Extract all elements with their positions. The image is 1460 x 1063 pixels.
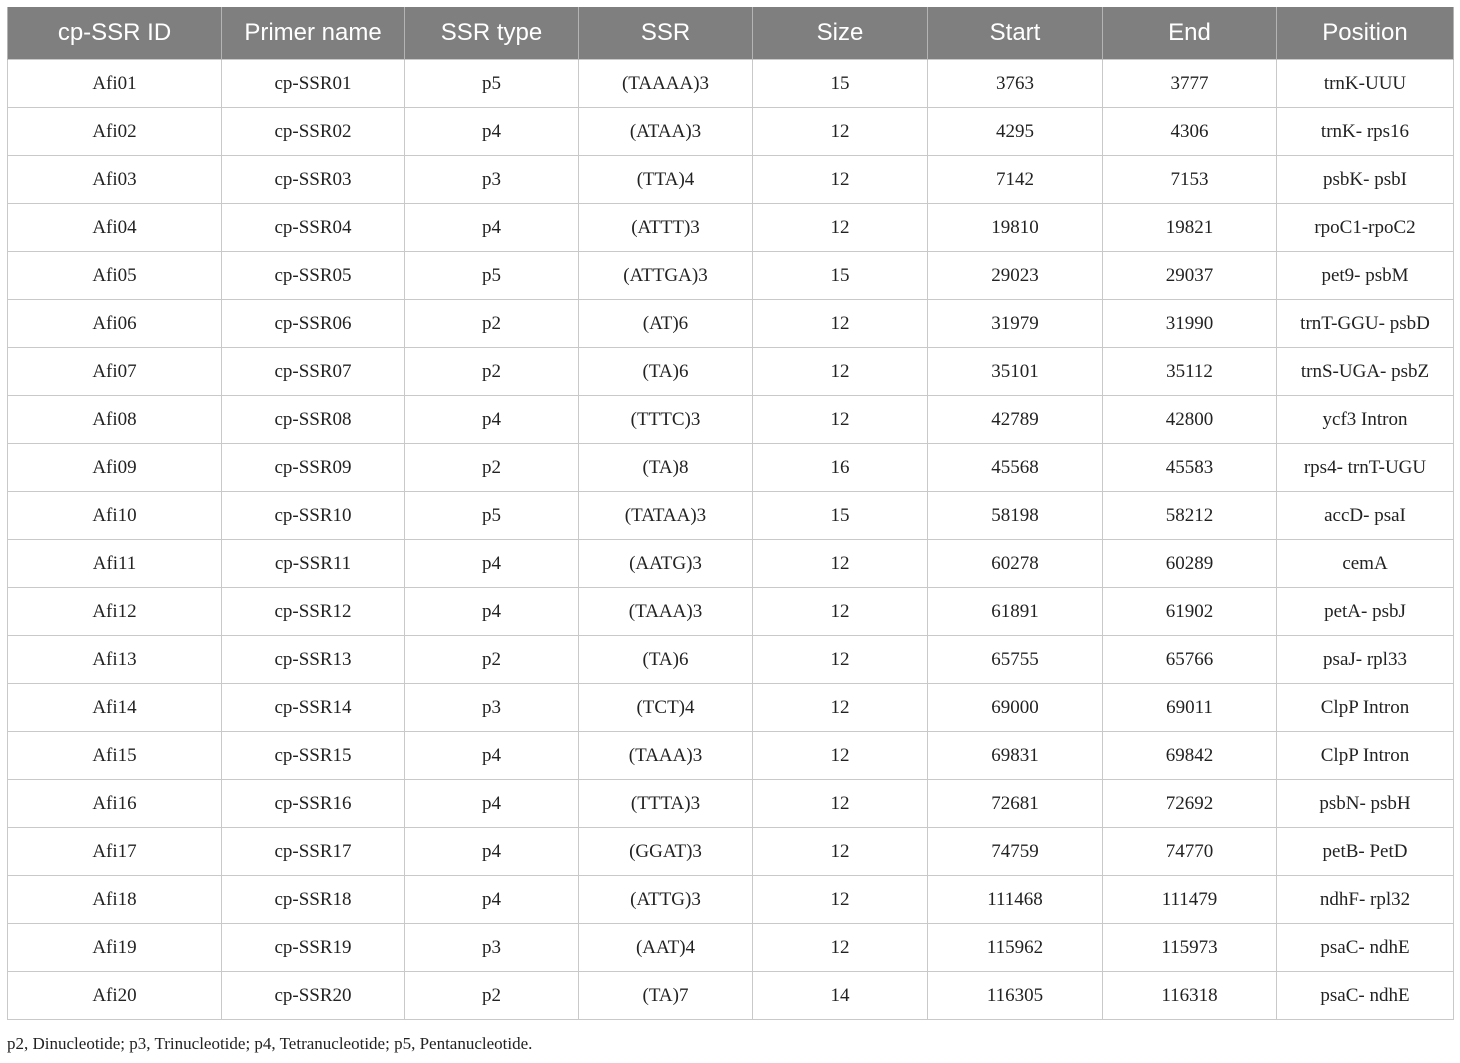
- header-primer-name: Primer name: [222, 7, 405, 60]
- start-cell: 42789: [928, 396, 1103, 444]
- ssr-cell: (AATG)3: [579, 540, 753, 588]
- position-cell: ClpP Intron: [1277, 732, 1454, 780]
- end-cell: 61902: [1103, 588, 1277, 636]
- size-cell: 14: [753, 972, 928, 1020]
- position-cell: psaC- ndhE: [1277, 972, 1454, 1020]
- end-cell: 42800: [1103, 396, 1277, 444]
- size-cell: 12: [753, 156, 928, 204]
- position-cell: accD- psaI: [1277, 492, 1454, 540]
- ssr-cell: (TATAA)3: [579, 492, 753, 540]
- cp-ssr-id-cell: Afi09: [8, 444, 222, 492]
- position-cell: trnT-GGU- psbD: [1277, 300, 1454, 348]
- start-cell: 116305: [928, 972, 1103, 1020]
- ssr-cell: (TA)8: [579, 444, 753, 492]
- end-cell: 58212: [1103, 492, 1277, 540]
- ssr-cell: (TTTC)3: [579, 396, 753, 444]
- start-cell: 72681: [928, 780, 1103, 828]
- end-cell: 111479: [1103, 876, 1277, 924]
- end-cell: 115973: [1103, 924, 1277, 972]
- ssr-cell: (ATAA)3: [579, 108, 753, 156]
- primer-name-cell: cp-SSR04: [222, 204, 405, 252]
- start-cell: 115962: [928, 924, 1103, 972]
- position-cell: trnK- rps16: [1277, 108, 1454, 156]
- position-cell: ClpP Intron: [1277, 684, 1454, 732]
- position-cell: trnK-UUU: [1277, 60, 1454, 108]
- header-size: Size: [753, 7, 928, 60]
- end-cell: 29037: [1103, 252, 1277, 300]
- position-cell: psbN- psbH: [1277, 780, 1454, 828]
- header-row: [8, 7, 1454, 60]
- start-cell: 58198: [928, 492, 1103, 540]
- header-ssr: SSR: [579, 7, 753, 60]
- size-cell: 12: [753, 204, 928, 252]
- ssr-type-cell: p3: [405, 684, 579, 732]
- header-end: End: [1103, 7, 1277, 60]
- ssr-cell: (TTTA)3: [579, 780, 753, 828]
- table-row: [8, 684, 1454, 732]
- ssr-type-cell: p5: [405, 252, 579, 300]
- table-row: [8, 108, 1454, 156]
- cp-ssr-id-cell: Afi11: [8, 540, 222, 588]
- header-cp-ssr-id: cp-SSR ID: [8, 7, 222, 60]
- primer-name-cell: cp-SSR18: [222, 876, 405, 924]
- primer-name-cell: cp-SSR14: [222, 684, 405, 732]
- ssr-type-cell: p4: [405, 204, 579, 252]
- ssr-cell: (TA)7: [579, 972, 753, 1020]
- ssr-cell: (TA)6: [579, 636, 753, 684]
- ssr-cell: (ATTT)3: [579, 204, 753, 252]
- ssr-cell: (GGAT)3: [579, 828, 753, 876]
- end-cell: 60289: [1103, 540, 1277, 588]
- ssr-cell: (AT)6: [579, 300, 753, 348]
- end-cell: 7153: [1103, 156, 1277, 204]
- primer-name-cell: cp-SSR07: [222, 348, 405, 396]
- header-start: Start: [928, 7, 1103, 60]
- position-cell: rps4- trnT-UGU: [1277, 444, 1454, 492]
- start-cell: 35101: [928, 348, 1103, 396]
- table-row: [8, 924, 1454, 972]
- end-cell: 116318: [1103, 972, 1277, 1020]
- start-cell: 3763: [928, 60, 1103, 108]
- table-row: [8, 972, 1454, 1020]
- end-cell: 3777: [1103, 60, 1277, 108]
- table-row: [8, 732, 1454, 780]
- end-cell: 74770: [1103, 828, 1277, 876]
- ssr-type-cell: p3: [405, 924, 579, 972]
- end-cell: 31990: [1103, 300, 1277, 348]
- ssr-table: [7, 7, 1454, 1020]
- ssr-type-cell: p4: [405, 732, 579, 780]
- table-row: [8, 588, 1454, 636]
- cp-ssr-id-cell: Afi15: [8, 732, 222, 780]
- end-cell: 69842: [1103, 732, 1277, 780]
- end-cell: 69011: [1103, 684, 1277, 732]
- cp-ssr-id-cell: Afi18: [8, 876, 222, 924]
- cp-ssr-id-cell: Afi20: [8, 972, 222, 1020]
- table-footnote: p2, Dinucleotide; p3, Trinucleotide; p4, Tetranucleotide; p5, Pentanucleotide.: [7, 1034, 533, 1053]
- start-cell: 65755: [928, 636, 1103, 684]
- primer-name-cell: cp-SSR17: [222, 828, 405, 876]
- ssr-type-cell: p4: [405, 780, 579, 828]
- primer-name-cell: cp-SSR12: [222, 588, 405, 636]
- primer-name-cell: cp-SSR16: [222, 780, 405, 828]
- position-cell: rpoC1-rpoC2: [1277, 204, 1454, 252]
- ssr-type-cell: p5: [405, 492, 579, 540]
- table-body: [8, 60, 1454, 1020]
- cp-ssr-id-cell: Afi10: [8, 492, 222, 540]
- cp-ssr-id-cell: Afi14: [8, 684, 222, 732]
- cp-ssr-id-cell: Afi08: [8, 396, 222, 444]
- ssr-cell: (TCT)4: [579, 684, 753, 732]
- position-cell: psbK- psbI: [1277, 156, 1454, 204]
- position-cell: psaJ- rpl33: [1277, 636, 1454, 684]
- start-cell: 69000: [928, 684, 1103, 732]
- ssr-type-cell: p2: [405, 636, 579, 684]
- start-cell: 45568: [928, 444, 1103, 492]
- ssr-type-cell: p4: [405, 396, 579, 444]
- size-cell: 15: [753, 60, 928, 108]
- table-row: [8, 540, 1454, 588]
- size-cell: 12: [753, 300, 928, 348]
- table-row: [8, 636, 1454, 684]
- ssr-type-cell: p5: [405, 60, 579, 108]
- size-cell: 12: [753, 924, 928, 972]
- start-cell: 74759: [928, 828, 1103, 876]
- size-cell: 15: [753, 492, 928, 540]
- table-row: [8, 780, 1454, 828]
- primer-name-cell: cp-SSR19: [222, 924, 405, 972]
- ssr-cell: (ATTGA)3: [579, 252, 753, 300]
- table-row: [8, 492, 1454, 540]
- primer-name-cell: cp-SSR10: [222, 492, 405, 540]
- table-row: [8, 348, 1454, 396]
- size-cell: 12: [753, 636, 928, 684]
- cp-ssr-id-cell: Afi07: [8, 348, 222, 396]
- primer-name-cell: cp-SSR11: [222, 540, 405, 588]
- cp-ssr-id-cell: Afi03: [8, 156, 222, 204]
- start-cell: 19810: [928, 204, 1103, 252]
- table-container: [7, 7, 1453, 1020]
- cp-ssr-id-cell: Afi01: [8, 60, 222, 108]
- position-cell: pet9- psbM: [1277, 252, 1454, 300]
- ssr-cell: (TTA)4: [579, 156, 753, 204]
- size-cell: 12: [753, 684, 928, 732]
- table-row: [8, 300, 1454, 348]
- table-row: [8, 396, 1454, 444]
- table-row: [8, 252, 1454, 300]
- start-cell: 69831: [928, 732, 1103, 780]
- primer-name-cell: cp-SSR15: [222, 732, 405, 780]
- end-cell: 45583: [1103, 444, 1277, 492]
- ssr-type-cell: p2: [405, 348, 579, 396]
- end-cell: 4306: [1103, 108, 1277, 156]
- table-row: [8, 876, 1454, 924]
- primer-name-cell: cp-SSR20: [222, 972, 405, 1020]
- ssr-type-cell: p2: [405, 972, 579, 1020]
- size-cell: 12: [753, 876, 928, 924]
- end-cell: 35112: [1103, 348, 1277, 396]
- header-ssr-type: SSR type: [405, 7, 579, 60]
- position-cell: cemA: [1277, 540, 1454, 588]
- ssr-cell: (AAT)4: [579, 924, 753, 972]
- primer-name-cell: cp-SSR02: [222, 108, 405, 156]
- size-cell: 12: [753, 588, 928, 636]
- start-cell: 111468: [928, 876, 1103, 924]
- table-row: [8, 444, 1454, 492]
- start-cell: 61891: [928, 588, 1103, 636]
- ssr-type-cell: p4: [405, 540, 579, 588]
- ssr-type-cell: p4: [405, 876, 579, 924]
- table-header: [8, 7, 1454, 60]
- table-row: [8, 60, 1454, 108]
- position-cell: ycf3 Intron: [1277, 396, 1454, 444]
- position-cell: petB- PetD: [1277, 828, 1454, 876]
- size-cell: 12: [753, 828, 928, 876]
- primer-name-cell: cp-SSR05: [222, 252, 405, 300]
- table-row: [8, 204, 1454, 252]
- ssr-type-cell: p4: [405, 108, 579, 156]
- size-cell: 15: [753, 252, 928, 300]
- cp-ssr-id-cell: Afi17: [8, 828, 222, 876]
- table-row: [8, 828, 1454, 876]
- cp-ssr-id-cell: Afi13: [8, 636, 222, 684]
- ssr-type-cell: p4: [405, 588, 579, 636]
- cp-ssr-id-cell: Afi12: [8, 588, 222, 636]
- size-cell: 12: [753, 396, 928, 444]
- header-position: Position: [1277, 7, 1454, 60]
- position-cell: petA- psbJ: [1277, 588, 1454, 636]
- start-cell: 29023: [928, 252, 1103, 300]
- primer-name-cell: cp-SSR08: [222, 396, 405, 444]
- cp-ssr-id-cell: Afi06: [8, 300, 222, 348]
- cp-ssr-id-cell: Afi02: [8, 108, 222, 156]
- cp-ssr-id-cell: Afi19: [8, 924, 222, 972]
- ssr-cell: (ATTG)3: [579, 876, 753, 924]
- start-cell: 60278: [928, 540, 1103, 588]
- table-row: [8, 156, 1454, 204]
- end-cell: 19821: [1103, 204, 1277, 252]
- size-cell: 12: [753, 780, 928, 828]
- primer-name-cell: cp-SSR09: [222, 444, 405, 492]
- position-cell: ndhF- rpl32: [1277, 876, 1454, 924]
- cp-ssr-id-cell: Afi05: [8, 252, 222, 300]
- start-cell: 31979: [928, 300, 1103, 348]
- cp-ssr-id-cell: Afi16: [8, 780, 222, 828]
- primer-name-cell: cp-SSR01: [222, 60, 405, 108]
- cp-ssr-id-cell: Afi04: [8, 204, 222, 252]
- ssr-cell: (TAAA)3: [579, 732, 753, 780]
- size-cell: 12: [753, 540, 928, 588]
- primer-name-cell: cp-SSR06: [222, 300, 405, 348]
- start-cell: 4295: [928, 108, 1103, 156]
- position-cell: trnS-UGA- psbZ: [1277, 348, 1454, 396]
- ssr-cell: (TA)6: [579, 348, 753, 396]
- primer-name-cell: cp-SSR03: [222, 156, 405, 204]
- end-cell: 72692: [1103, 780, 1277, 828]
- ssr-cell: (TAAAA)3: [579, 60, 753, 108]
- ssr-type-cell: p3: [405, 156, 579, 204]
- size-cell: 12: [753, 348, 928, 396]
- size-cell: 12: [753, 732, 928, 780]
- ssr-type-cell: p2: [405, 300, 579, 348]
- ssr-type-cell: p2: [405, 444, 579, 492]
- size-cell: 16: [753, 444, 928, 492]
- ssr-type-cell: p4: [405, 828, 579, 876]
- size-cell: 12: [753, 108, 928, 156]
- primer-name-cell: cp-SSR13: [222, 636, 405, 684]
- end-cell: 65766: [1103, 636, 1277, 684]
- ssr-cell: (TAAA)3: [579, 588, 753, 636]
- start-cell: 7142: [928, 156, 1103, 204]
- position-cell: psaC- ndhE: [1277, 924, 1454, 972]
